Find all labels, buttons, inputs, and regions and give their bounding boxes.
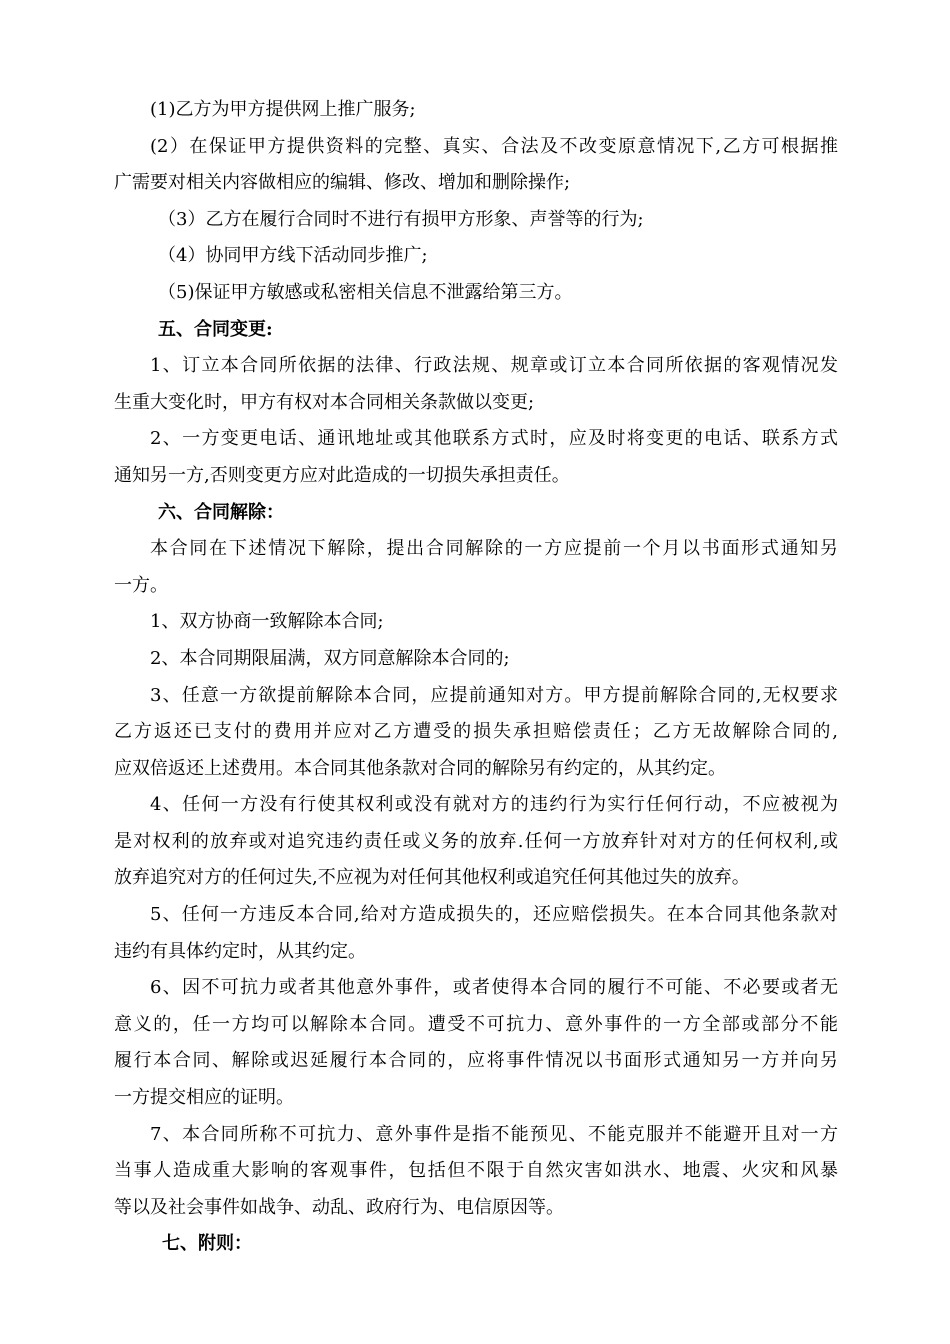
paragraph-line: 一方。 [114, 574, 168, 596]
paragraph-line: 等以及社会事件如战争、动乱、政府行为、电信原因等。 [114, 1196, 564, 1218]
section-heading: 七、附则： [162, 1233, 252, 1255]
section-heading: 五、合同变更: [158, 318, 273, 340]
paragraph-line: 当事人造成重大影响的客观事件，包括但不限于自然灾害如洪水、地震、火灾和风暴 [114, 1160, 838, 1182]
paragraph-line: 是对权利的放弃或对追究违约责任或义务的放弃.任何一方放弃针对对方的任何权利,或 [114, 830, 838, 852]
section-heading: 六、合同解除： [158, 501, 284, 523]
paragraph-line: 履行本合同、解除或迟延履行本合同的，应将事件情况以书面形式通知另一方并向另 [114, 1050, 838, 1072]
paragraph-line: 3、任意一方欲提前解除本合同，应提前通知对方。甲方提前解除合同的,无权要求 [150, 684, 838, 706]
paragraph-line: （4）协同甲方线下活动同步推广; [158, 245, 428, 267]
paragraph-line: 本合同在下述情况下解除，提出合同解除的一方应提前一个月以书面形式通知另 [150, 538, 838, 560]
paragraph-line: 5、任何一方违反本合同,给对方造成损失的，还应赔偿损失。在本合同其他条款对 [150, 904, 838, 926]
paragraph-line: 6、因不可抗力或者其他意外事件，或者使得本合同的履行不可能、不必要或者无 [150, 977, 838, 999]
paragraph-line: 意义的，任一方均可以解除本合同。遭受不可抗力、意外事件的一方全部或部分不能 [114, 1013, 838, 1035]
paragraph-line: （5)保证甲方敏感或私密相关信息不泄露给第三方。 [158, 281, 573, 303]
paragraph-line: 放弃追究对方的任何过失,不应视为对任何其他权利或追究任何其他过失的放弃。 [114, 867, 750, 889]
paragraph-line: 7、本合同所称不可抗力、意外事件是指不能预见、不能克服并不能避开且对一方 [150, 1123, 838, 1145]
paragraph-line: (2）在保证甲方提供资料的完整、真实、合法及不改变原意情况下,乙方可根据推 [150, 135, 838, 157]
paragraph-line: 2、本合同期限届满，双方同意解除本合同的; [150, 647, 510, 669]
paragraph-line: 2、一方变更电话、通讯地址或其他联系方式时，应及时将变更的电话、联系方式 [150, 428, 838, 450]
paragraph-line: 通知另一方,否则变更方应对此造成的一切损失承担责任。 [114, 464, 570, 486]
paragraph-line: 违约有具体约定时，从其约定。 [114, 940, 366, 962]
paragraph-line: 4、任何一方没有行使其权利或没有就对方的违约行为实行任何行动，不应被视为 [150, 794, 838, 816]
paragraph-line: （3）乙方在履行合同时不进行有损甲方形象、声誉等的行为; [158, 208, 644, 230]
paragraph-line: 乙方返还已支付的费用并应对乙方遭受的损失承担赔偿责任；乙方无故解除合同的, [114, 721, 838, 743]
paragraph-line: (1)乙方为甲方提供网上推广服务; [150, 99, 416, 120]
paragraph-line: 广需要对相关内容做相应的编辑、修改、增加和删除操作; [114, 172, 571, 194]
paragraph-line: 1、订立本合同所依据的法律、行政法规、规章或订立本合同所依据的客观情况发 [150, 355, 838, 377]
paragraph-line: 应双倍返还上述费用。本合同其他条款对合同的解除另有约定的，从其约定。 [114, 757, 726, 779]
paragraph-line: 一方提交相应的证明。 [114, 1087, 294, 1109]
paragraph-line: 1、双方协商一致解除本合同; [150, 611, 384, 633]
document-page [114, 92, 838, 1263]
paragraph-line: 生重大变化时，甲方有权对本合同相关条款做以变更; [114, 391, 535, 413]
